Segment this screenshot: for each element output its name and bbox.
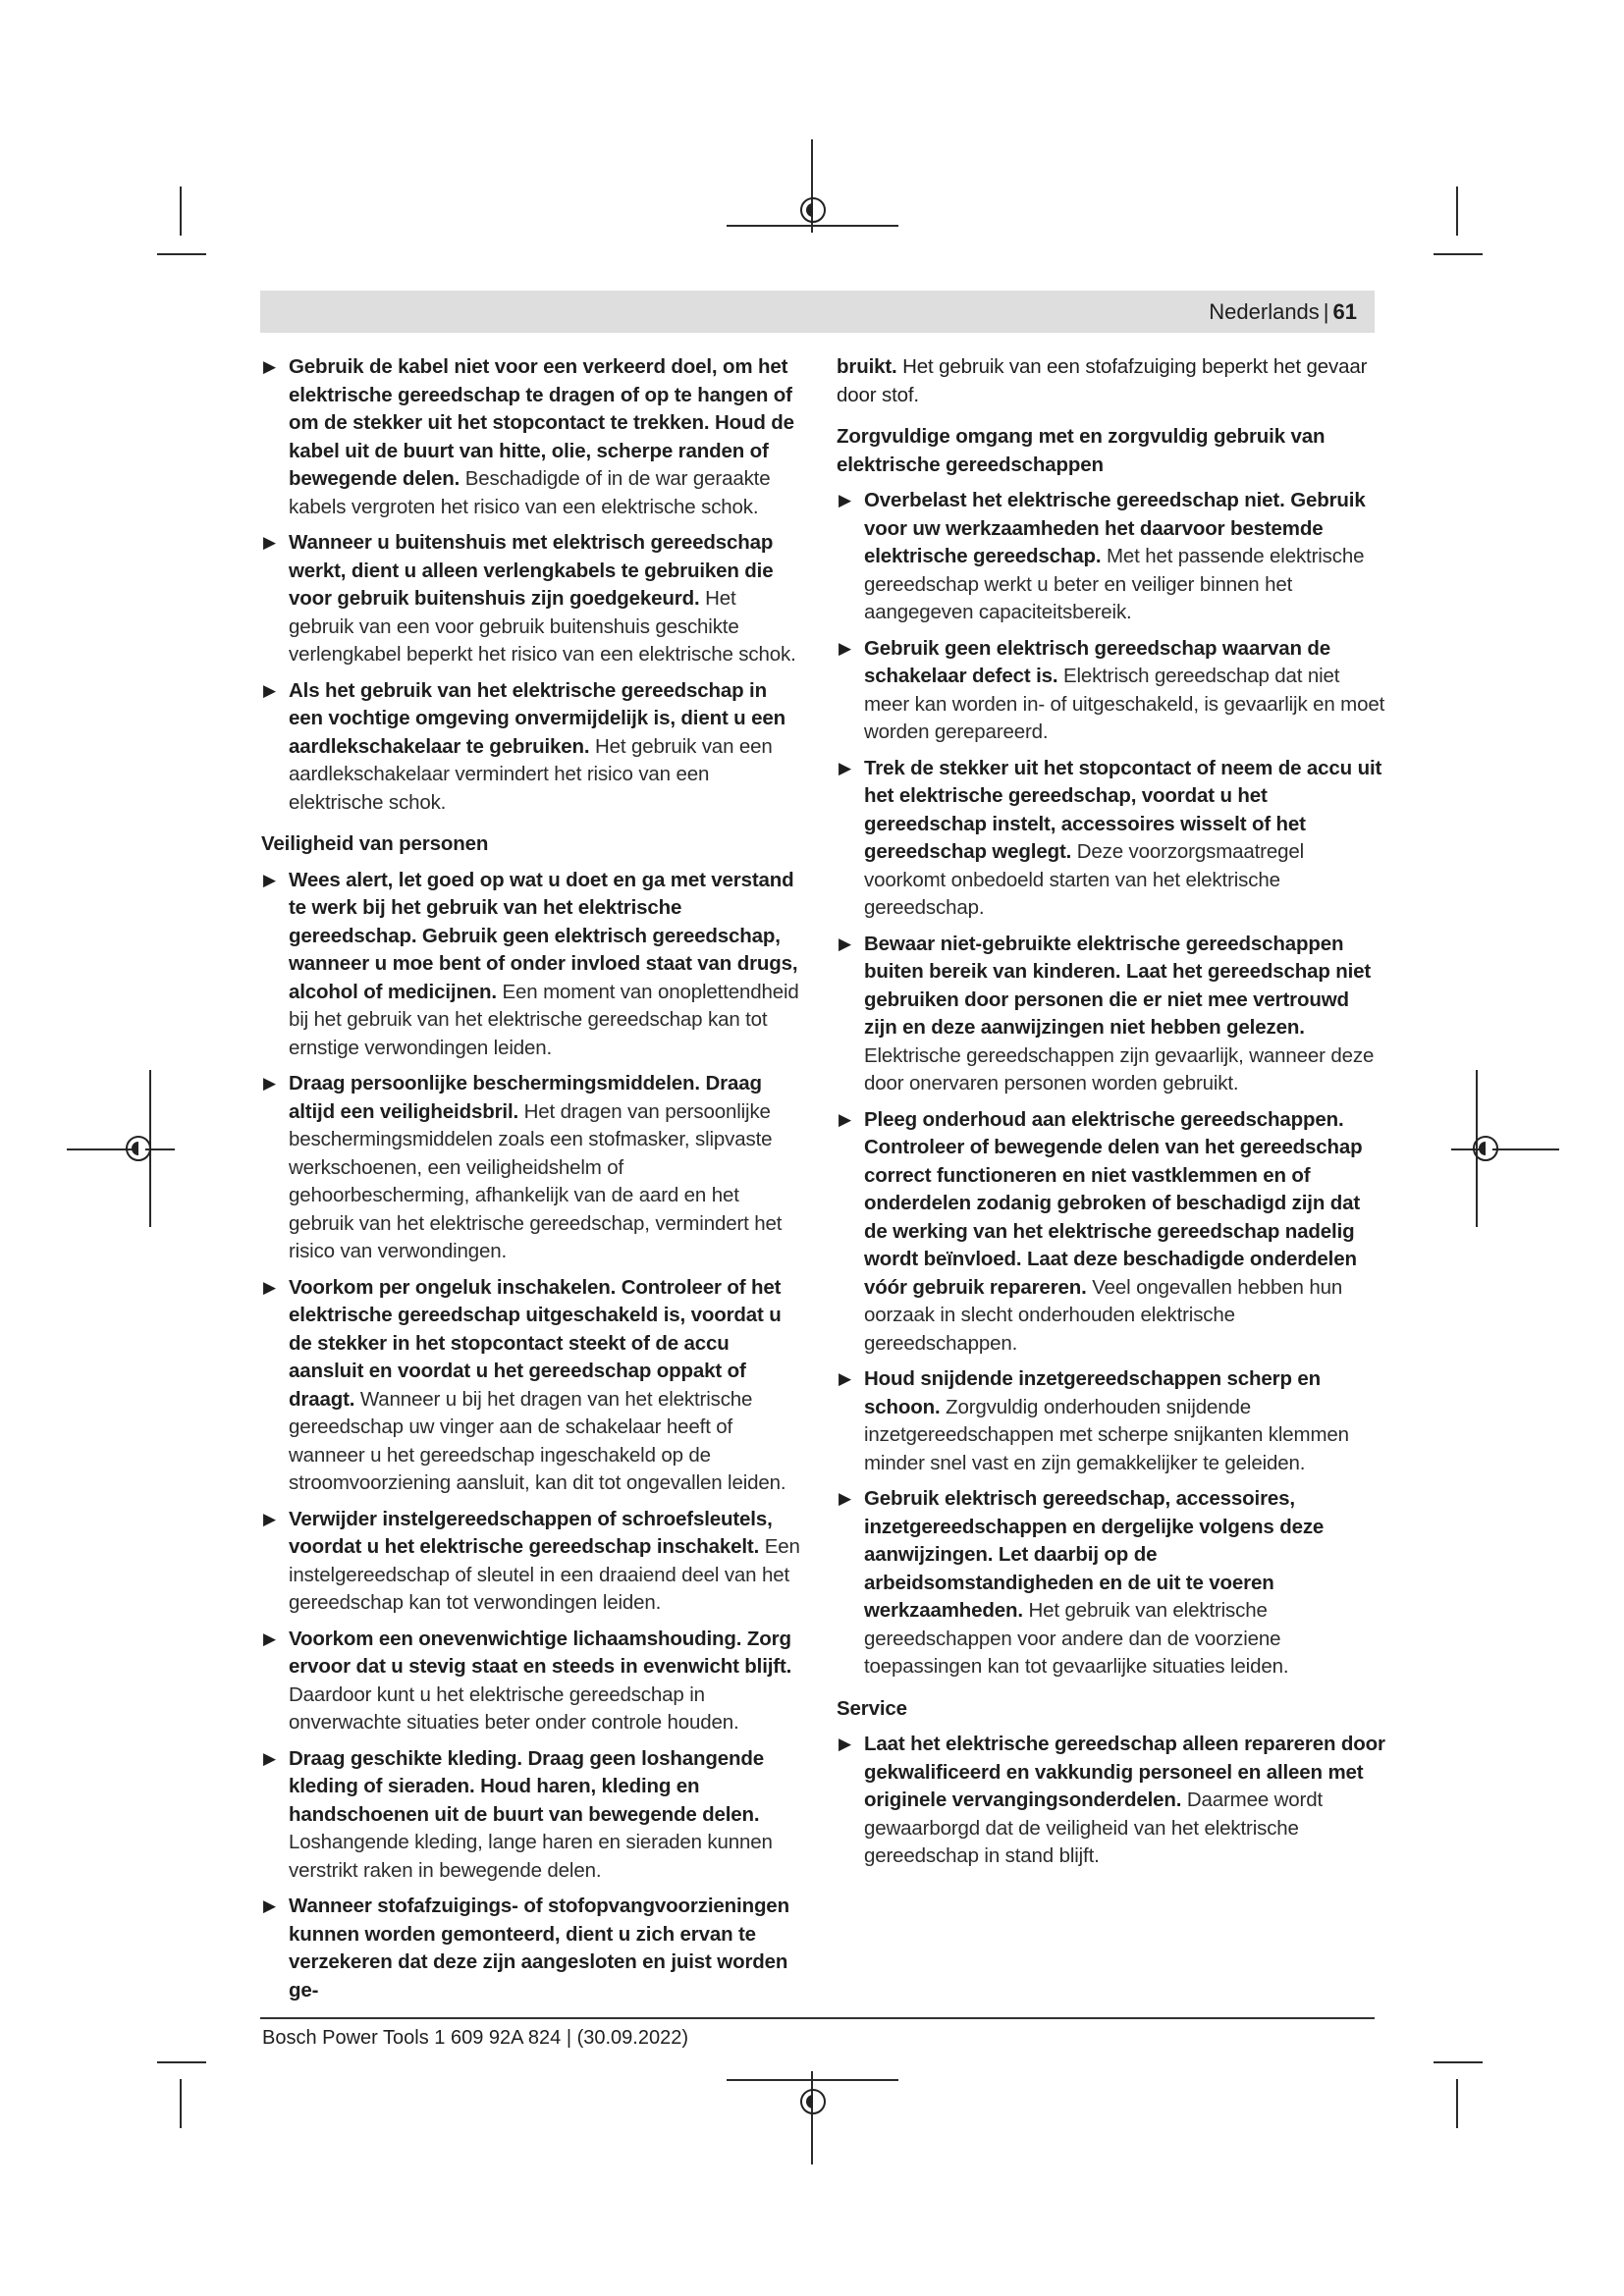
warning-item xyxy=(837,1485,1386,1682)
warning-item xyxy=(261,353,803,521)
registration-target-icon xyxy=(1473,1136,1498,1161)
bullet-arrow-icon: ▶ xyxy=(839,1489,851,1508)
bullet-arrow-icon: ▶ xyxy=(839,638,851,658)
warning-bold-text: Voorkom per ongeluk inschakelen. Controleer of het elektrische gereedschap uitgeschakeld is, voordat u de stekker in het stopcontact steekt of de accu aansluit en voordat u het gereedschap oppakt of draagt. xyxy=(289,1275,782,1411)
warning-explanation: Een moment van onoplettendheid bij het gebruik van het elektrische gereedschap kan tot ernstige verwondingen leiden. xyxy=(289,980,799,1059)
warning-bold-text: Gebruik elektrisch gereedschap, accessoires, inzetgereedschappen en dergelijke volgens deze aanwijzingen. Let daarbij op de arbeidsomstandigheden en de uit te voeren werkzaamheden. xyxy=(864,1487,1325,1622)
continued-text: Het gebruik van een stofafzuiging beperkt het gevaar door stof. xyxy=(837,355,1368,406)
crop-mark xyxy=(180,2079,182,2128)
registration-target-icon xyxy=(800,197,826,223)
bullet-arrow-icon: ▶ xyxy=(263,1074,276,1093)
warning-list xyxy=(261,353,803,817)
warning-item xyxy=(837,1106,1386,1359)
bullet-arrow-icon: ▶ xyxy=(839,1735,851,1753)
crop-mark xyxy=(1456,2079,1458,2128)
crop-mark xyxy=(180,187,182,236)
warning-explanation: Zorgvuldig onderhouden snijdende inzetgereedschappen met scherpe snijkanten klemmen minder snel vast en zijn gemakkelijker te geleiden. xyxy=(864,1395,1349,1474)
warning-item xyxy=(261,1506,803,1618)
page-header xyxy=(260,291,1375,333)
left-column xyxy=(261,353,803,2012)
crop-mark xyxy=(157,253,206,255)
warning-explanation: Het dragen van persoonlijke beschermingsmiddelen zoals een stofmasker, slipvaste werkschoenen, een veiligheidshelm of gehoorbescherming, afhankelijk van de aard en het gebruik van het elektrische gereedschap, vermindert het risico van verwondingen. xyxy=(289,1099,783,1262)
bullet-arrow-icon: ▶ xyxy=(263,1277,276,1297)
page-number: 61 xyxy=(1332,299,1357,324)
warning-item xyxy=(837,1731,1386,1871)
warning-item xyxy=(837,635,1386,747)
crop-mark xyxy=(1456,187,1458,236)
warning-item xyxy=(837,931,1386,1098)
warning-explanation: Met het passende elektrische gereedschap werkt u beter en veiliger binnen het aangegeven capaciteitsbereik. xyxy=(864,545,1365,623)
warning-bold-text: Als het gebruik van het elektrische gereedschap in een vochtige omgeving onvermijdelijk is, dient u een aardlekschakelaar te gebruiken. xyxy=(289,678,785,758)
warning-item xyxy=(261,677,803,818)
section-heading: Zorgvuldige omgang met en zorgvuldig gebruik van elektrische gereedschappen xyxy=(837,425,1326,476)
warning-bold-text: Gebruik geen elektrisch gereedschap waarvan de schakelaar defect is. xyxy=(864,636,1331,687)
warning-explanation: Het gebruik van een aardlekschakelaar vermindert het risico van een elektrische schok. xyxy=(289,734,773,814)
warning-bold-text: Draag persoonlijke beschermingsmiddelen. Draag altijd een veiligheidsbril. xyxy=(289,1072,762,1123)
warning-bold-text: Overbelast het elektrische gereedschap niet. Gebruik voor uw werkzaamheden het daarvoor bestemde elektrische gereedschap. xyxy=(864,489,1366,567)
footer-rule xyxy=(260,2017,1375,2019)
warning-item xyxy=(261,1745,803,1886)
warning-bold-text: Voorkom een onevenwichtige lichaamshouding. Zorg ervoor dat u stevig staat en steeds in evenwicht blijft. xyxy=(289,1627,792,1678)
warning-list xyxy=(837,1731,1386,1871)
crop-mark xyxy=(157,2061,206,2063)
bullet-arrow-icon: ▶ xyxy=(263,1629,276,1648)
warning-bold-text: Wanneer stofafzuigings- of stofopvangvoorzieningen kunnen worden gemonteerd, dient u zich ervan te verzekeren dat deze zijn aangesloten en juist worden ge- xyxy=(289,1895,789,2002)
warning-explanation: Elektrisch gereedschap dat niet meer kan worden in- of uitgeschakeld, is gevaarlijk en moet worden gerepareerd. xyxy=(864,665,1385,743)
warning-explanation: Deze voorzorgsmaatregel voorkomt onbedoeld starten van het elektrische gereedschap. xyxy=(864,840,1305,919)
registration-target-icon xyxy=(800,2089,826,2114)
warning-bold-text: Laat het elektrische gereedschap alleen repareren door gekwalificeerd en vakkundig personeel en alleen met originele vervangingsonderdelen. xyxy=(864,1733,1385,1811)
warning-bold-text: Pleeg onderhoud aan elektrische gereedschappen. Controleer of bewegende delen van het gereedschap correct functioneren en niet vastklemmen en of onderdelen zodanig gebroken of beschadigd zijn dat de werking van het elektrische gereedschap nadelig wordt beïnvloed. Laat deze beschadigde onderdelen vóór gebruik repareren. xyxy=(864,1107,1363,1299)
warning-item xyxy=(261,867,803,1063)
warning-explanation: Veel ongevallen hebben hun oorzaak in slecht onderhouden elektrische gereedschappen. xyxy=(864,1275,1343,1355)
bullet-arrow-icon: ▶ xyxy=(263,1509,276,1528)
warning-explanation: Daardoor kunt u het elektrische gereedschap in onverwachte situaties beter onder controle houden. xyxy=(289,1682,739,1734)
registration-line xyxy=(67,1148,175,1150)
bullet-arrow-icon: ▶ xyxy=(839,758,851,777)
warning-explanation: Daarmee wordt gewaarborgd dat de veiligheid van het elektrische gereedschap in stand blijft. xyxy=(864,1789,1324,1867)
warning-explanation: Beschadigde of in de war geraakte kabels vergroten het risico van een elektrische schok. xyxy=(289,467,771,518)
warning-item xyxy=(837,1365,1386,1477)
warning-bold-text: Wanneer u buitenshuis met elektrisch gereedschap werkt, dient u alleen verlengkabels te gebruiken die voor gebruik buitenshuis zijn goedgekeurd. xyxy=(289,531,774,610)
header-label xyxy=(1209,299,1357,325)
registration-target-icon xyxy=(126,1136,151,1161)
warning-explanation: Het gebruik van elektrische gereedschappen voor andere dan de voorziene toepassingen kan tot gevaarlijke situaties leiden. xyxy=(864,1599,1289,1678)
continued-paragraph xyxy=(837,353,1386,409)
warning-explanation: Wanneer u bij het dragen van het elektrische gereedschap uw vinger aan de schakelaar heeft of wanneer u het gereedschap ingeschakeld op de stroomvoorziening aansluit, kan dit tot ongevallen leiden. xyxy=(289,1387,786,1494)
warning-explanation: Elektrische gereedschappen zijn gevaarlijk, wanneer deze door onervaren personen worden gebruikt. xyxy=(864,1043,1375,1095)
warning-explanation: Loshangende kleding, lange haren en sieraden kunnen verstrikt raken in bewegende delen. xyxy=(289,1831,773,1882)
bullet-arrow-icon: ▶ xyxy=(263,1748,276,1768)
warning-list xyxy=(261,867,803,2005)
warning-item xyxy=(261,1070,803,1266)
warning-bold-text: Bewaar niet-gebruikte elektrische gereedschappen buiten bereik van kinderen. Laat het gereedschap niet gebruiken door personen die er niet mee vertrouwd zijn en deze aanwijzingen niet hebben gelezen. xyxy=(864,932,1372,1039)
registration-line xyxy=(727,2079,898,2081)
bullet-arrow-icon: ▶ xyxy=(263,870,276,889)
warning-bold-text: Wees alert, let goed op wat u doet en ga met verstand te werk bij het gebruik van het elektrische gereedschap. Gebruik geen elektrisch gereedschap, wanneer u moe bent of onder invloed staat van drugs, alcohol of medicijnen. xyxy=(289,868,798,1003)
right-column xyxy=(837,353,1386,1879)
section-heading: Service xyxy=(837,1696,907,1720)
registration-line xyxy=(1451,1148,1559,1150)
footer-text: Bosch Power Tools 1 609 92A 824 | (30.09.2022) xyxy=(262,2027,689,2049)
bullet-arrow-icon: ▶ xyxy=(839,491,851,509)
bullet-arrow-icon: ▶ xyxy=(839,1369,851,1388)
section-heading: Veiligheid van personen xyxy=(261,832,489,855)
warning-bold-text: Gebruik de kabel niet voor een verkeerd doel, om het elektrische gereedschap te dragen of op te hangen of om de stekker uit het stopcontact te trekken. Houd de kabel uit de buurt van hitte, olie, scherpe randen of bewegende delen. xyxy=(289,355,794,490)
header-language: Nederlands xyxy=(1209,299,1320,324)
warning-bold-text: Houd snijdende inzetgereedschappen scherp en schoon. xyxy=(864,1367,1322,1418)
warning-item xyxy=(261,1893,803,2004)
warning-item xyxy=(261,1274,803,1498)
warning-item xyxy=(261,529,803,669)
continued-bold: bruikt. xyxy=(837,355,897,378)
warning-bold-text: Verwijder instelgereedschappen of schroefsleutels, voordat u het elektrische gereedschap inschakelt. xyxy=(289,1507,773,1558)
bullet-arrow-icon: ▶ xyxy=(263,1896,276,1915)
bullet-arrow-icon: ▶ xyxy=(839,1109,851,1129)
warning-item xyxy=(837,755,1386,923)
warning-list xyxy=(837,487,1386,1682)
warning-explanation: Het gebruik van een voor gebruik buitenshuis geschikte verlengkabel beperkt het risico van een elektrische schok. xyxy=(289,587,796,666)
crop-mark xyxy=(1434,2061,1483,2063)
registration-line xyxy=(727,225,898,227)
warning-item xyxy=(261,1626,803,1737)
warning-explanation: Een instelgereedschap of sleutel in een draaiend deel van het gereedschap kan tot verwondingen leiden. xyxy=(289,1535,800,1614)
bullet-arrow-icon: ▶ xyxy=(263,680,276,700)
bullet-arrow-icon: ▶ xyxy=(263,533,276,552)
warning-bold-text: Draag geschikte kleding. Draag geen loshangende kleding of sieraden. Houd haren, kleding en handschoenen uit de buurt van bewegende delen. xyxy=(289,1746,764,1826)
bullet-arrow-icon: ▶ xyxy=(263,357,276,376)
registration-line xyxy=(811,2071,813,2164)
warning-item xyxy=(837,487,1386,627)
header-separator: | xyxy=(1323,299,1329,324)
bullet-arrow-icon: ▶ xyxy=(839,934,851,953)
warning-bold-text: Trek de stekker uit het stopcontact of neem de accu uit het elektrische gereedschap, voordat u het gereedschap instelt, accessoires wisselt of het gereedschap weglegt. xyxy=(864,756,1382,863)
crop-mark xyxy=(1434,253,1483,255)
